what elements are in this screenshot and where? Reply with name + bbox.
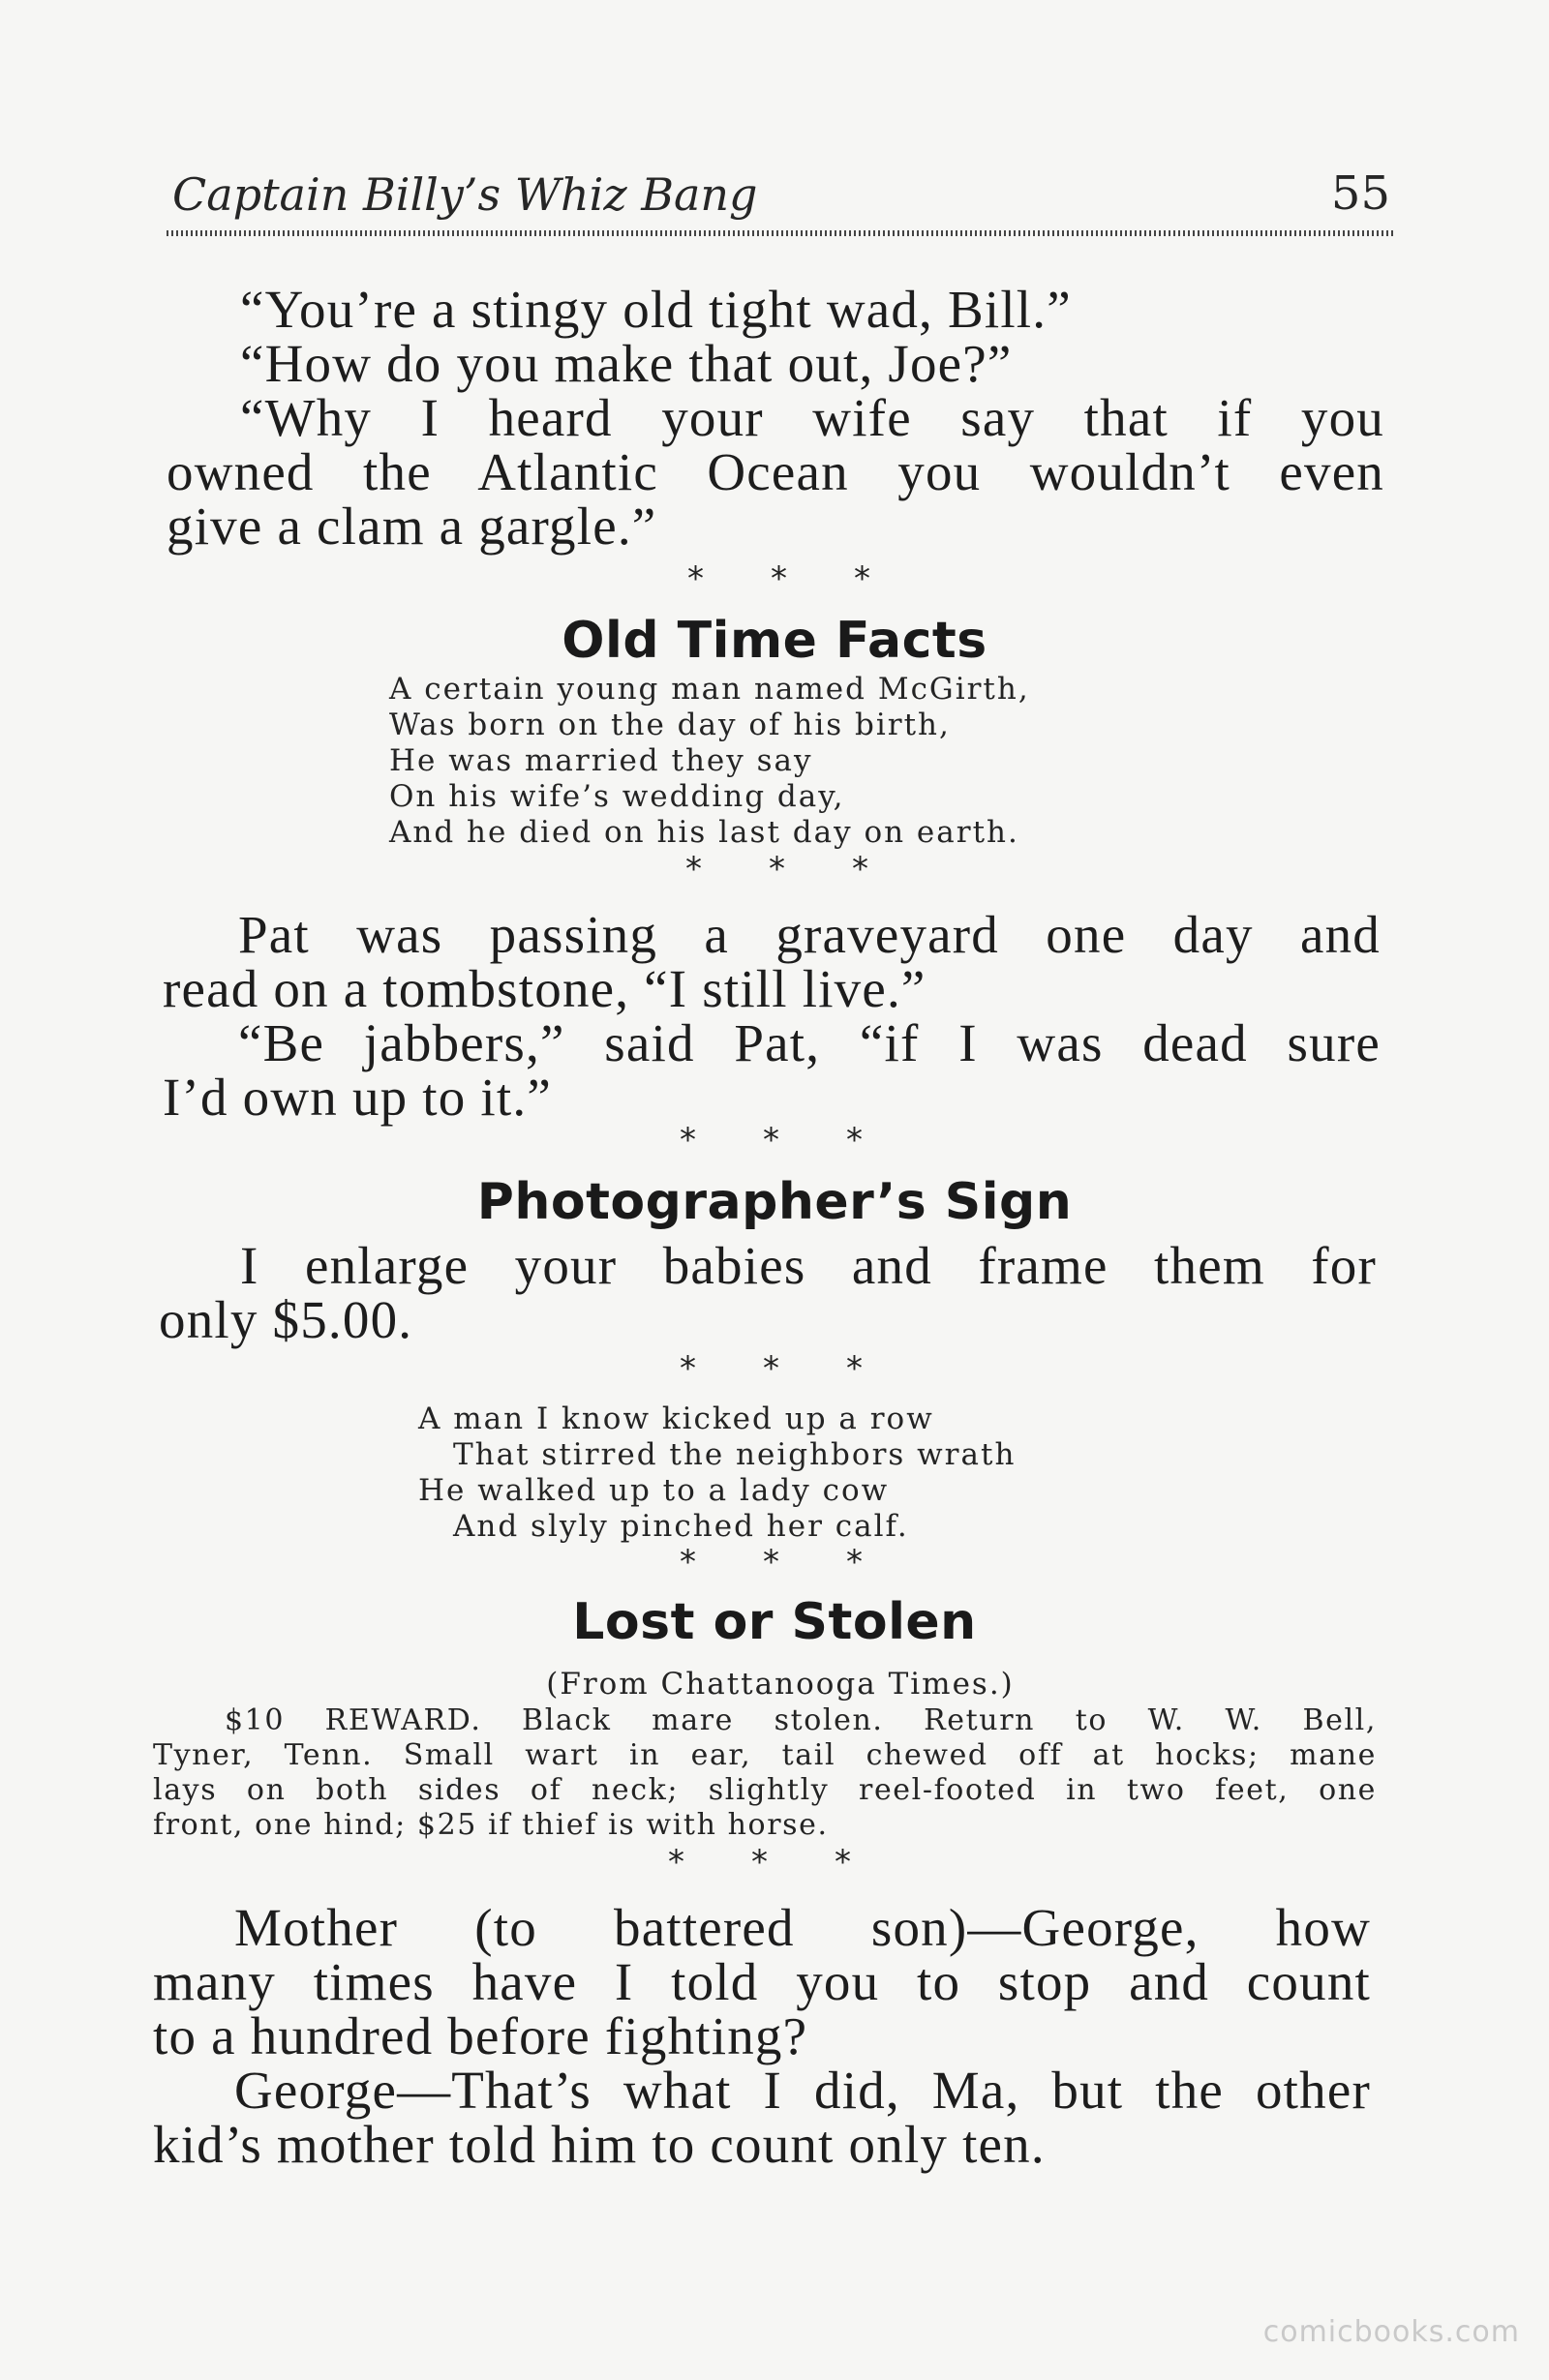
notice-line: $10 REWARD. Black mare stolen. Return to W. W. Bell,: [225, 1703, 1377, 1737]
joke-stingy: [167, 280, 1384, 556]
heading-old-time-facts: Old Time Facts: [562, 612, 987, 670]
separator-stars: [668, 1843, 918, 1882]
watermark: comicbooks.com: [1262, 2315, 1520, 2349]
separator-stars: [680, 1121, 929, 1160]
text-line: George—That’s what I did, Ma, but the other: [234, 2061, 1371, 2120]
heading-lost-or-stolen: Lost or Stolen: [572, 1593, 977, 1651]
text-line: owned the Atlantic Ocean you wouldn’t even: [167, 442, 1384, 501]
joke-graveyard: [163, 905, 1381, 1127]
text-line: kid’s mother told him to count only ten.: [153, 2115, 1046, 2174]
text-line: “You’re a stingy old tight wad, Bill.”: [240, 280, 1072, 339]
separator-stars: [687, 559, 937, 598]
notice-line: Tyner, Tenn. Small wart in ear, tail chewed off at hocks; mane: [153, 1738, 1377, 1772]
text-line: Pat was passing a graveyard one day and: [238, 905, 1381, 964]
text-line: “Why I heard your wife say that if you: [240, 388, 1384, 447]
text-line: read on a tombstone, “I still live.”: [163, 959, 926, 1018]
star: *: [680, 1543, 696, 1582]
star: *: [763, 1543, 779, 1582]
header-rule: [167, 230, 1394, 236]
verse-line: He walked up to a lady cow: [418, 1473, 890, 1508]
verse-line: He was married they say: [389, 743, 813, 778]
verse-line: Was born on the day of his birth,: [389, 708, 951, 742]
star: *: [685, 850, 702, 889]
verse-line: And slyly pinched her calf.: [453, 1509, 909, 1544]
text-line: many times have I told you to stop and count: [153, 1952, 1371, 2011]
star: *: [854, 559, 870, 598]
reward-notice: [153, 1703, 1377, 1843]
star: *: [771, 559, 787, 598]
source-line: (From Chattanooga Times.): [546, 1667, 1015, 1702]
verse-line: And he died on his last day on earth.: [389, 815, 1019, 850]
verse-line: That stirred the neighbors wrath: [453, 1437, 1017, 1472]
verse-lady-cow: [418, 1401, 1016, 1545]
text-line: only $5.00.: [159, 1290, 413, 1349]
star: *: [763, 1121, 779, 1160]
star: *: [687, 559, 704, 598]
verse-line: A man I know kicked up a row: [418, 1401, 934, 1436]
star: *: [852, 850, 868, 889]
text-line: “How do you make that out, Joe?”: [240, 334, 1013, 393]
photographers-sign-text: [159, 1236, 1377, 1349]
star: *: [846, 1349, 863, 1388]
page-number: 55: [1330, 166, 1390, 221]
text-line: Mother (to battered son)—George, how: [234, 1898, 1371, 1957]
verse-line: A certain young man named McGirth,: [389, 672, 1030, 707]
text-line: give a clam a gargle.”: [167, 497, 657, 556]
notice-line: lays on both sides of neck; slightly reel-footed in two feet, one: [153, 1773, 1377, 1807]
star: *: [846, 1543, 863, 1582]
running-head: [167, 165, 1394, 232]
heading-photographers-sign: Photographer’s Sign: [476, 1173, 1073, 1231]
notice-line: front, one hind; $25 if thief is with horse.: [153, 1808, 829, 1842]
star: *: [751, 1843, 768, 1882]
text-line: to a hundred before fighting?: [153, 2006, 808, 2065]
running-title: Captain Billy’s Whiz Bang: [172, 168, 758, 221]
star: *: [769, 850, 785, 889]
star: *: [763, 1349, 779, 1388]
star: *: [846, 1121, 863, 1160]
text-line: I’d own up to it.”: [163, 1068, 552, 1127]
text-line: “Be jabbers,” said Pat, “if I was dead sure: [238, 1013, 1381, 1072]
separator-stars: [685, 850, 935, 889]
separator-stars: [680, 1543, 929, 1582]
joke-count-to-hundred: [153, 1898, 1371, 2174]
verse-line: On his wife’s wedding day,: [389, 779, 845, 814]
text-line: I enlarge your babies and frame them for: [240, 1236, 1377, 1295]
star: *: [680, 1349, 696, 1388]
separator-stars: [680, 1349, 929, 1388]
star: *: [835, 1843, 851, 1882]
star: *: [680, 1121, 696, 1160]
star: *: [668, 1843, 684, 1882]
limerick-old-time-facts: [389, 672, 1030, 851]
